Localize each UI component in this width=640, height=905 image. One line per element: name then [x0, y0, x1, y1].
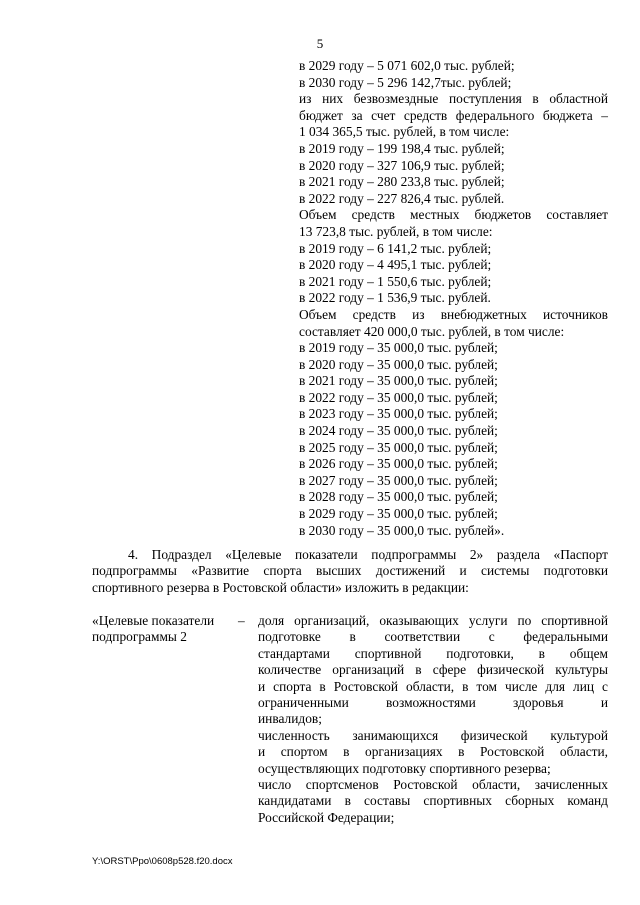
- funding-line: из них безвозмездные поступления в областной: [299, 91, 608, 107]
- funding-line: в 2029 году – 35 000,0 тыс. рублей;: [299, 506, 498, 522]
- file-path-footer: Y:\ORST\Ppo\0608p528.f20.docx: [92, 856, 233, 867]
- funding-line: в 2021 году – 280 233,8 тыс. рублей;: [299, 174, 505, 190]
- amendment-paragraph: [92, 547, 608, 596]
- funding-line: в 2023 году – 35 000,0 тыс. рублей;: [299, 406, 498, 422]
- funding-line: в 2022 году – 1 536,9 тыс. рублей.: [299, 290, 491, 306]
- value-line: ограниченными возможностями здоровья и: [258, 695, 608, 711]
- value-line: и спорта в Ростовской области, в том числе для лиц с: [258, 678, 608, 694]
- funding-line: в 2020 году – 4 495,1 тыс. рублей;: [299, 257, 492, 273]
- funding-line: в 2030 году – 5 296 142,7тыс. рублей;: [299, 74, 512, 90]
- funding-line: Объем средств местных бюджетов составляет: [299, 207, 608, 223]
- funding-line: в 2029 году – 5 071 602,0 тыс. рублей;: [299, 58, 515, 73]
- value-line: кандидатами в составы спортивных сборных команд: [258, 793, 608, 809]
- value-line: инвалидов;: [258, 711, 322, 727]
- funding-line: 13 723,8 тыс. рублей, в том числе:: [299, 223, 493, 239]
- value-line: и спортом в организациях в Ростовской области,: [258, 744, 608, 760]
- funding-line: бюджет за счет средств федерального бюджета –: [299, 107, 608, 123]
- funding-line: в 2027 году – 35 000,0 тыс. рублей;: [299, 472, 498, 488]
- funding-line: в 2022 году – 35 000,0 тыс. рублей;: [299, 389, 498, 405]
- funding-line: в 2022 году – 227 826,4 тыс. рублей.: [299, 190, 505, 206]
- funding-line: 1 034 365,5 тыс. рублей, в том числе:: [299, 124, 510, 140]
- funding-line: в 2021 году – 35 000,0 тыс. рублей;: [299, 373, 498, 389]
- indicator-label: [92, 613, 242, 646]
- value-line: численность занимающихся физической культурой: [258, 727, 608, 743]
- paragraph-line: спортивного резерва в Ростовской области» изложить в редакции:: [92, 579, 469, 595]
- funding-line: в 2026 году – 35 000,0 тыс. рублей;: [299, 456, 498, 472]
- page-number: 5: [316, 36, 324, 51]
- paragraph-line: подпрограммы «Развитие спорта высших достижений и системы подготовки: [92, 563, 608, 579]
- funding-line: в 2025 году – 35 000,0 тыс. рублей;: [299, 439, 498, 455]
- funding-line: в 2019 году – 6 141,2 тыс. рублей;: [299, 240, 492, 256]
- funding-line: в 2020 году – 35 000,0 тыс. рублей;: [299, 356, 498, 372]
- value-line: Российской Федерации;: [258, 809, 395, 825]
- funding-line: в 2019 году – 199 198,4 тыс. рублей;: [299, 140, 505, 156]
- funding-line: в 2019 году – 35 000,0 тыс. рублей;: [299, 340, 498, 356]
- value-line: стандартами спортивной подготовки, в общем: [258, 645, 608, 661]
- label-line: «Целевые показатели: [92, 613, 215, 628]
- funding-line: в 2020 году – 327 106,9 тыс. рублей;: [299, 157, 505, 173]
- funding-line: в 2021 году – 1 550,6 тыс. рублей;: [299, 273, 492, 289]
- value-line: осуществляющих подготовку спортивного резерва;: [258, 760, 551, 776]
- value-line: количестве организаций в сфере физической культуры: [258, 662, 608, 678]
- value-line: подготовке в соответствии с федеральными: [258, 629, 608, 645]
- paragraph-line: 4. Подраздел «Целевые показатели подпрограммы 2» раздела «Паспорт: [128, 547, 608, 562]
- funding-block: [299, 58, 608, 539]
- label-line: подпрограммы 2: [92, 629, 187, 645]
- funding-line: в 2028 году – 35 000,0 тыс. рублей;: [299, 489, 498, 505]
- funding-line: составляет 420 000,0 тыс. рублей, в том числе:: [299, 323, 565, 339]
- label-dash: –: [238, 613, 245, 628]
- funding-line: в 2030 году – 35 000,0 тыс. рублей».: [299, 522, 505, 538]
- value-line: число спортсменов Ростовской области, зачисленных: [258, 777, 608, 793]
- funding-line: Объем средств из внебюджетных источников: [299, 306, 608, 322]
- funding-line: в 2024 году – 35 000,0 тыс. рублей;: [299, 423, 498, 439]
- value-line: доля организаций, оказывающих услуги по спортивной: [258, 613, 608, 628]
- indicator-values: [258, 613, 608, 826]
